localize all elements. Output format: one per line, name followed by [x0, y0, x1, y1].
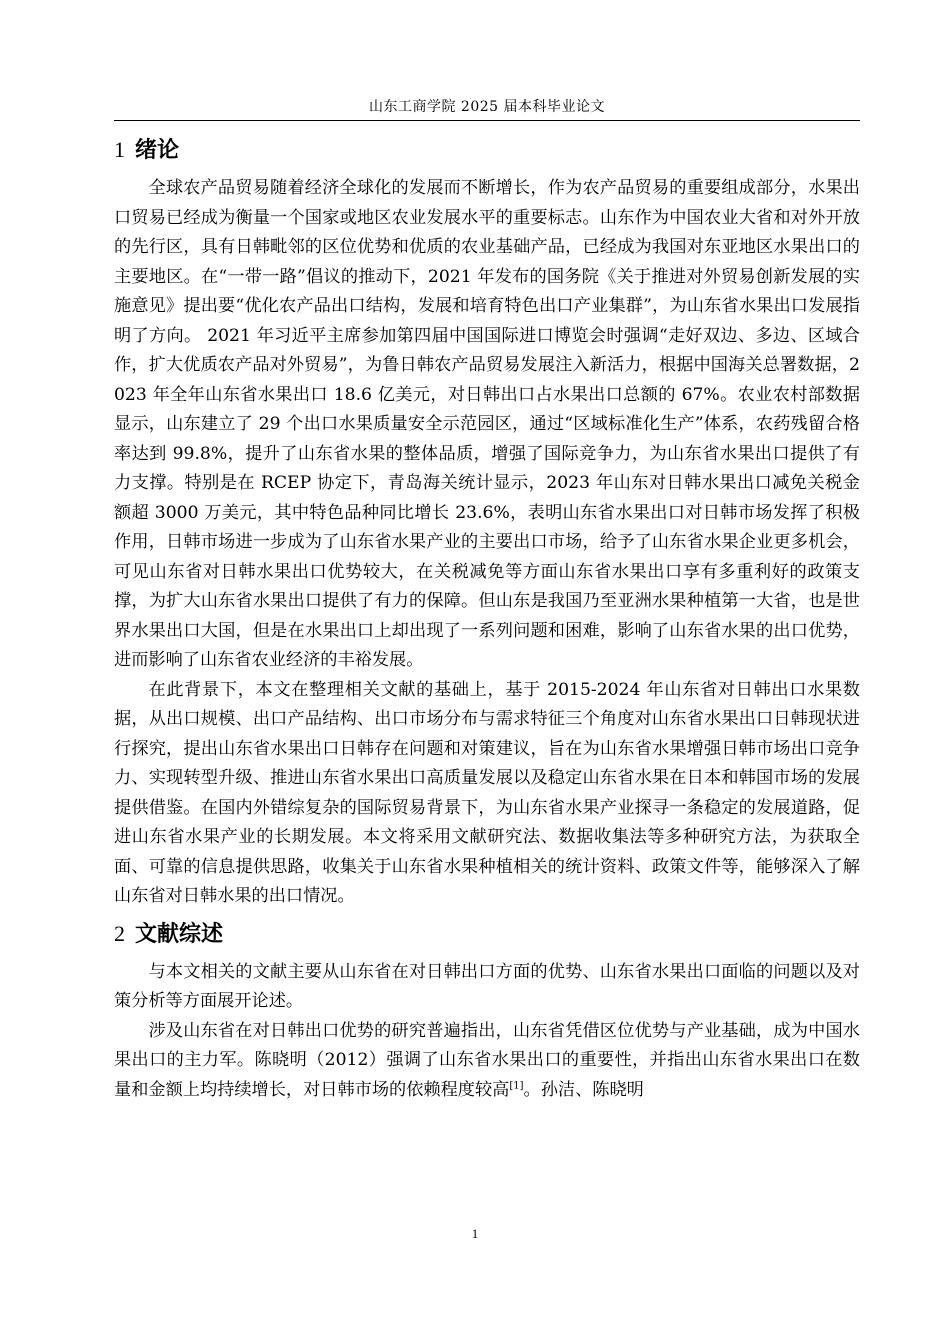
section-number: 1	[114, 137, 125, 162]
header-divider	[114, 120, 860, 121]
section-title-text: 文献综述	[135, 921, 224, 947]
paragraph: 与本文相关的文献主要从山东省在对日韩出口方面的优势、山东省水果出口面临的问题以及对策分析等方面展开论述。	[114, 961, 860, 1011]
paragraph-tail: 。孙洁、陈晓明	[523, 1079, 644, 1100]
page-number: 1	[471, 1226, 479, 1241]
page-body	[114, 130, 860, 1105]
paragraph-text: 涉及山东省在对日韩出口优势的研究普遍指出，山东省凭借区位优势与产业基础，成为中国水果出口的主力军。陈晓明（2012）强调了山东省水果出口的重要性，并指出山东省水果出口在数量和金额上均持续增长，对日韩市场的依赖程度较高	[114, 1020, 860, 1100]
section-introduction	[114, 130, 860, 912]
citation-marker[interactable]: [1]	[509, 1079, 524, 1091]
section-literature-review	[114, 914, 860, 1106]
section-number: 2	[114, 920, 125, 946]
paragraph-with-citation	[114, 1017, 860, 1106]
paragraph: 全球农产品贸易随着经济全球化的发展而不断增长，作为农产品贸易的重要组成部分，水果出口贸易已经成为衡量一个国家或地区农业发展水平的重要标志。山东作为中国农业大省和对外开放的先行区，具有日韩毗邻的区位优势和优质的农业基础产品，已经成为我国对东亚地区水果出口的主要地区。在“一带一路”倡议的推动下，2021 年发布的国务院《关于推进对外贸易创新发展的实施意见》提出要“优化农产品出口结构，发展和培育特色出口产业集群”，为山东省水果出口发展指明了方向。 2021 年习近平主席参加第四届中国国际进口博览会时强调“走好双边、多边、区域合作，扩大优质农产品对外贸易”，为鲁日韩农产品贸易发展注入新活力，根据中国海关总署数据，2023 年全年山东省水果出口 18.6 亿美元，对日韩出口占水果出口总额的 67%。农业农村部数据显示，山东建立了 29 个出口水果质量安全示范园区，通过“区域标准化生产”体系，农药残留合格率达到 99.8%，提升了山东省水果的整体品质，增强了国际竞争力，为山东省水果出口提供了有力支撑。特别是在 RCEP 协定下，青岛海关统计显示，2023 年山东对日韩水果出口减免关税金额超 3000 万美元，其中特色品种同比增长 23.6%，表明山东省水果出口对日韩市场发挥了积极作用，日韩市场进一步成为了山东省水果产业的主要出口市场，给予了山东省水果企业更多机会，可见山东省对日韩水果出口优势较大，在关税减免等方面山东省水果出口享有多重利好的政策支撑，为扩大山东省水果出口提供了有力的保障。但山东是我国乃至亚洲水果种植第一大省，也是世界水果出口大国，但是在水果出口上却出现了一系列问题和困难，影响了山东省水果的出口优势，进而影响了山东省农业经济的丰裕发展。	[114, 178, 860, 670]
paragraph: 在此背景下，本文在整理相关文献的基础上，基于 2015-2024 年山东省对日韩出口水果数据，从出口规模、出口产品结构、出口市场分布与需求特征三个角度对山东省水果出口日韩现状进行探究，提出山东省水果出口日韩存在问题和对策建议，旨在为山东省水果增强日韩市场出口竞争力、实现转型升级、推进山东省水果出口高质量发展以及稳定山东省水果在日本和韩国市场的发展提供借鉴。在国内外错综复杂的国际贸易背景下，为山东省水果产业探寻一条稳定的发展道路，促进山东省水果产业的长期发展。本文将采用文献研究法、数据收集法等多种研究方法，为获取全面、可靠的信息提供思路，收集关于山东省水果种植相关的统计资料、政策文件等，能够深入了解山东省对日韩水果的出口情况。	[114, 679, 860, 906]
section-heading	[114, 130, 860, 174]
running-header: 山东工商学院 2025 届本科毕业论文	[368, 99, 606, 115]
section-heading	[114, 914, 860, 958]
section-title-text: 绪论	[135, 138, 180, 163]
